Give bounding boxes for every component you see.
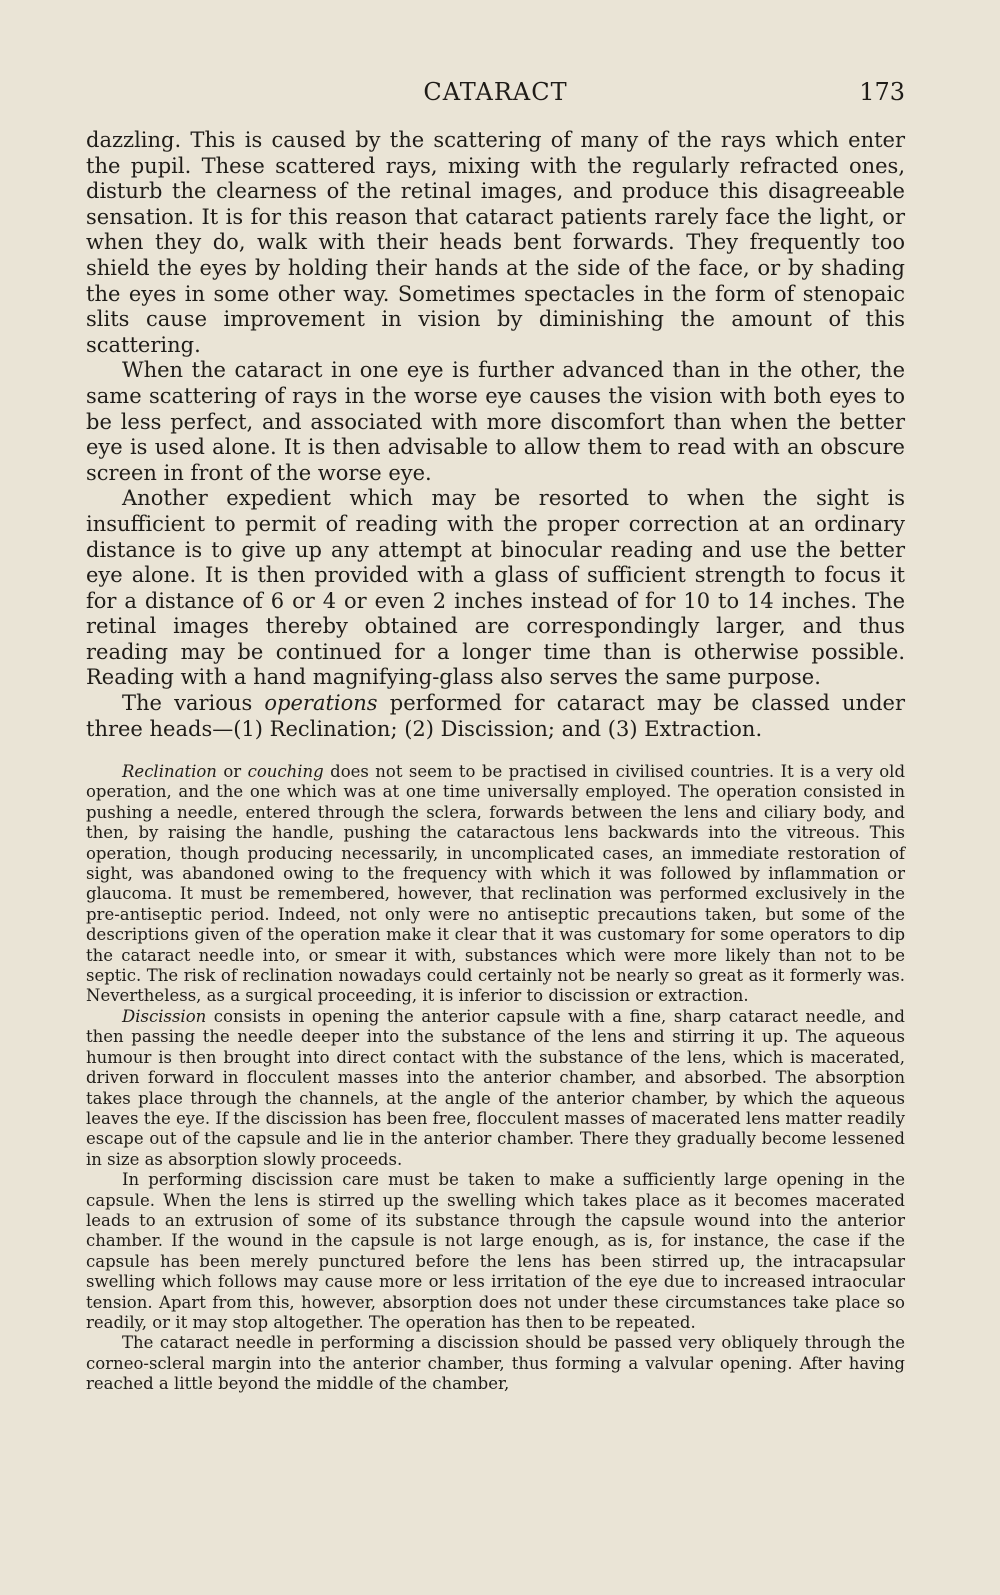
main-text-block (86, 128, 905, 742)
discission-text: consists in opening the anterior capsule with a fine, sharp cataract needle, and then passing the needle deeper into the substance of the lens and stirring it up. The aqueous humour is then brought into direct contact with the substance of the lens, which is macerated, driven forward in flocculent masses into the anterior chamber, and absorbed. The absorption takes place through the channels, at the angle of the anterior chamber, by which the aqueous leaves the eye. If the discission has been free, flocculent masses of macerated lens matter readily escape out of the capsule and lie in the anterior chamber. There they gradually become lessened in size as absorption slowly proceeds. (86, 1006, 905, 1169)
operations-prefix: The various (122, 691, 265, 716)
paragraph-cataract-needle: The cataract needle in performing a discission should be passed very obliquely through the corneo-scleral margin into the anterior chamber, thus forming a valvular opening. After having reached a little beyond the middle of the chamber, (86, 1333, 905, 1394)
paragraph-operations (86, 691, 905, 742)
paragraph-dazzling: dazzling. This is caused by the scattering of many of the rays which enter the pupil. These scattered rays, mixing with the regularly refracted ones, disturb the clearness of the retinal images, and produce this disagreeable sensation. It is for this reason that cataract patients rarely face the light, or when they do, walk with their heads bent forwards. They frequently too shield the eyes by holding their hands at the side of the face, or by shading the eyes in some other way. Sometimes spectacles in the form of stenopaic slits cause improvement in vision by diminishing the amount of this scattering. (86, 128, 905, 357)
operations-italic: operations (264, 691, 378, 716)
reclination-term: Reclination (122, 762, 217, 781)
page-header (86, 76, 905, 108)
reclination-text: does not seem to be practised in civilised countries. It is a very old operation, and the one which was at one time universally employed. The operation consisted in pushing a needle, entered through the sclera, forwards between the lens and ciliary body, and then, by raising the handle, pushing the cataractous lens backwards into the vitreous. This operation, though producing necessarily, in uncomplicated cases, an immediate restoration of sight, was abandoned owing to the frequency with which it was followed by inflammation or glaucoma. It must be remembered, however, that reclination was performed exclusively in the pre-antiseptic period. Indeed, not only were no antiseptic precautions taken, but some of the descriptions given of the operation make it clear that it was customary for some operators to dip the cataract needle into, or smear it with, substances which were more likely than not to be septic. The risk of reclination nowadays could certainly not be nearly so great as it formerly was. Nevertheless, as a surgical proceeding, it is inferior to discission or extraction. (86, 762, 906, 1006)
paragraph-discission (86, 1007, 905, 1170)
reclination-connector: or (216, 762, 248, 781)
paragraph-cataract-one-eye: When the cataract in one eye is further advanced than in the other, the same scattering of rays in the worse eye causes the vision with both eyes to be less perfect, and associated with more discomfort than when the better eye is used alone. It is then advisable to allow them to read with an obscure screen in front of the worse eye. (86, 358, 905, 485)
paragraph-performing-discission: In performing discission care must be taken to make a sufficiently large opening in the capsule. When the lens is stirred up the swelling which takes place as it becomes macerated leads to an extrusion of some of its substance through the capsule wound into the anterior chamber. If the wound in the capsule is not large enough, as is, for instance, the case if the capsule has been merely punctured before the lens has been stirred up, the intracapsular swelling which follows may cause more or less irritation of the eye due to increased intraocular tension. Apart from this, however, absorption does not under these circumstances take place so readily, or it may stop altogether. The operation has then to be repeated. (86, 1170, 905, 1332)
operations-suffix: performed for cataract may be classed under three heads—(1) Reclination; (2) Discission; and (3) Extraction. (86, 691, 905, 741)
paragraph-reclination (86, 762, 905, 1007)
discission-term: Discission (122, 1006, 207, 1026)
small-text-block (86, 762, 905, 1395)
running-title: CATARACT (423, 78, 568, 106)
paragraph-another-expedient: Another expedient which may be resorted to when the sight is insufficient to permit of reading with the proper correction at an ordinary distance is to give up any attempt at binocular reading and use the better eye alone. It is then provided with a glass of sufficient strength to focus it for a distance of 6 or 4 or even 2 inches instead of for 10 to 14 inches. The retinal images thereby obtained are correspondingly larger, and thus reading may be continued for a longer time than is otherwise possible. Reading with a hand magnifying-glass also serves the same purpose. (86, 486, 905, 690)
page-number: 173 (859, 78, 905, 106)
couching-term: couching (247, 762, 324, 781)
